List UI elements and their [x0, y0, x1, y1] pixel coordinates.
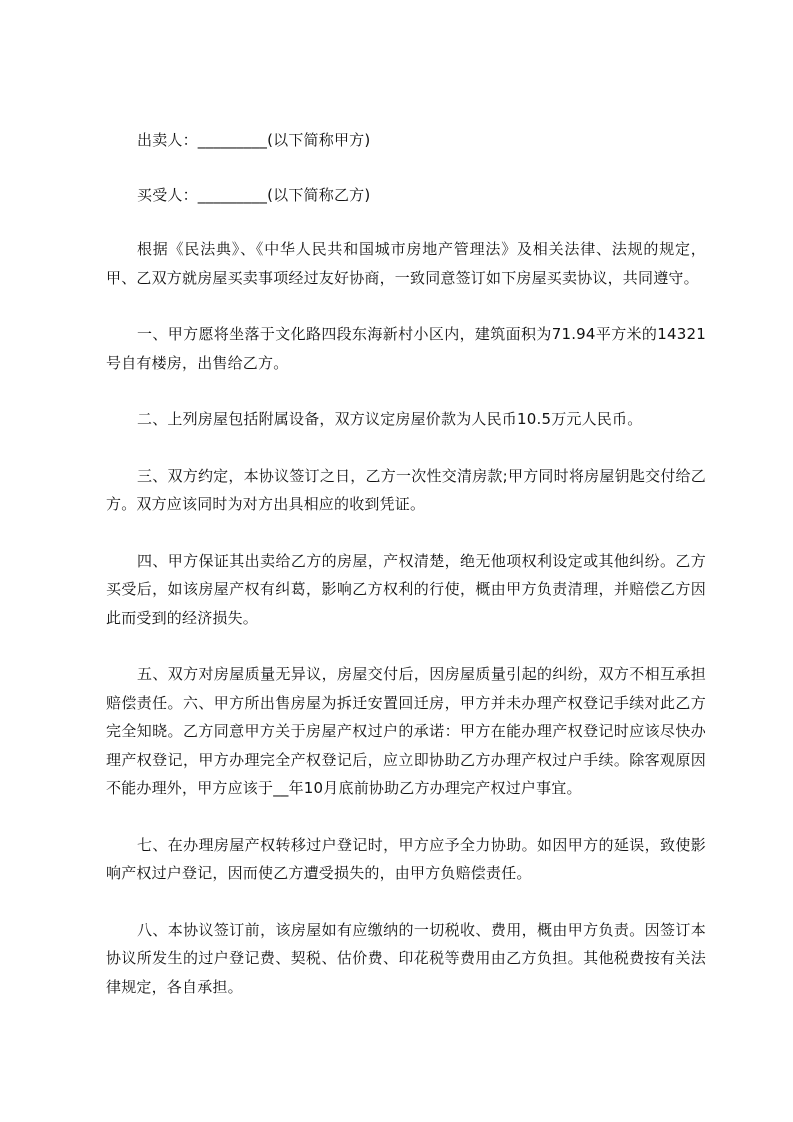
clause-8: 八、本协议签订前，该房屋如有应缴纳的一切税收、费用，概由甲方负责。因签订本协议所发生的过户登记费、契税、估价费、印花税等费用由乙方负担。其他税费按有关法律规定，各自承担。 — [106, 920, 706, 996]
preamble-paragraph: 根据《民法典》、《中华人民共和国城市房地产管理法》及相关法律、法规的规定，甲、乙双方就房屋买卖事项经过友好协商，一致同意签订如下房屋买卖协议，共同遵守。 — [106, 240, 706, 287]
clause-3: 三、双方约定，本协议签订之日，乙方一次性交清房款;甲方同时将房屋钥匙交付给乙方。双方应该同时为对方出具相应的收到凭证。 — [106, 466, 706, 513]
document-body — [106, 126, 706, 1001]
buyer-line: 买受人：_________(以下简称乙方) — [137, 185, 371, 204]
clause-7: 七、在办理房屋产权转移过户登记时，甲方应予全力协助。如因甲方的延误，致使影响产权过户登记，因而使乙方遭受损失的，由甲方负赔偿责任。 — [106, 835, 706, 882]
clause-4: 四、甲方保证其出卖给乙方的房屋，产权清楚，绝无他项权利设定或其他纠纷。乙方买受后，如该房屋产权有纠葛，影响乙方权利的行使，概由甲方负责清理，并赔偿乙方因此而受到的经济损失。 — [106, 551, 706, 627]
seller-line: 出卖人：_________(以下简称甲方) — [137, 131, 371, 149]
clause-1: 一、甲方愿将坐落于文化路四段东海新村小区内，建筑面积为71.94平方米的14321号自有楼房，出售给乙方。 — [106, 325, 706, 372]
clause-2: 二、上列房屋包括附属设备，双方议定房屋价款为人民币10.5万元人民币。 — [137, 410, 643, 428]
clause-5-6: 五、双方对房屋质量无异议，房屋交付后，因房屋质量引起的纠纷，双方不相互承担赔偿责任。六、甲方所出售房屋为拆迁安置回迁房，甲方并未办理产权登记手续对此乙方完全知晓。乙方同意甲方关于房屋产权过户的承诺：甲方在能办理产权登记时应该尽快办理产权登记，甲方办理完全产权登记后，应立即协助乙方办理产权过户手续。除客观原因不能办理外，甲方应该于__年10月底前协助乙方办理完产权过户事宜。 — [106, 665, 706, 797]
